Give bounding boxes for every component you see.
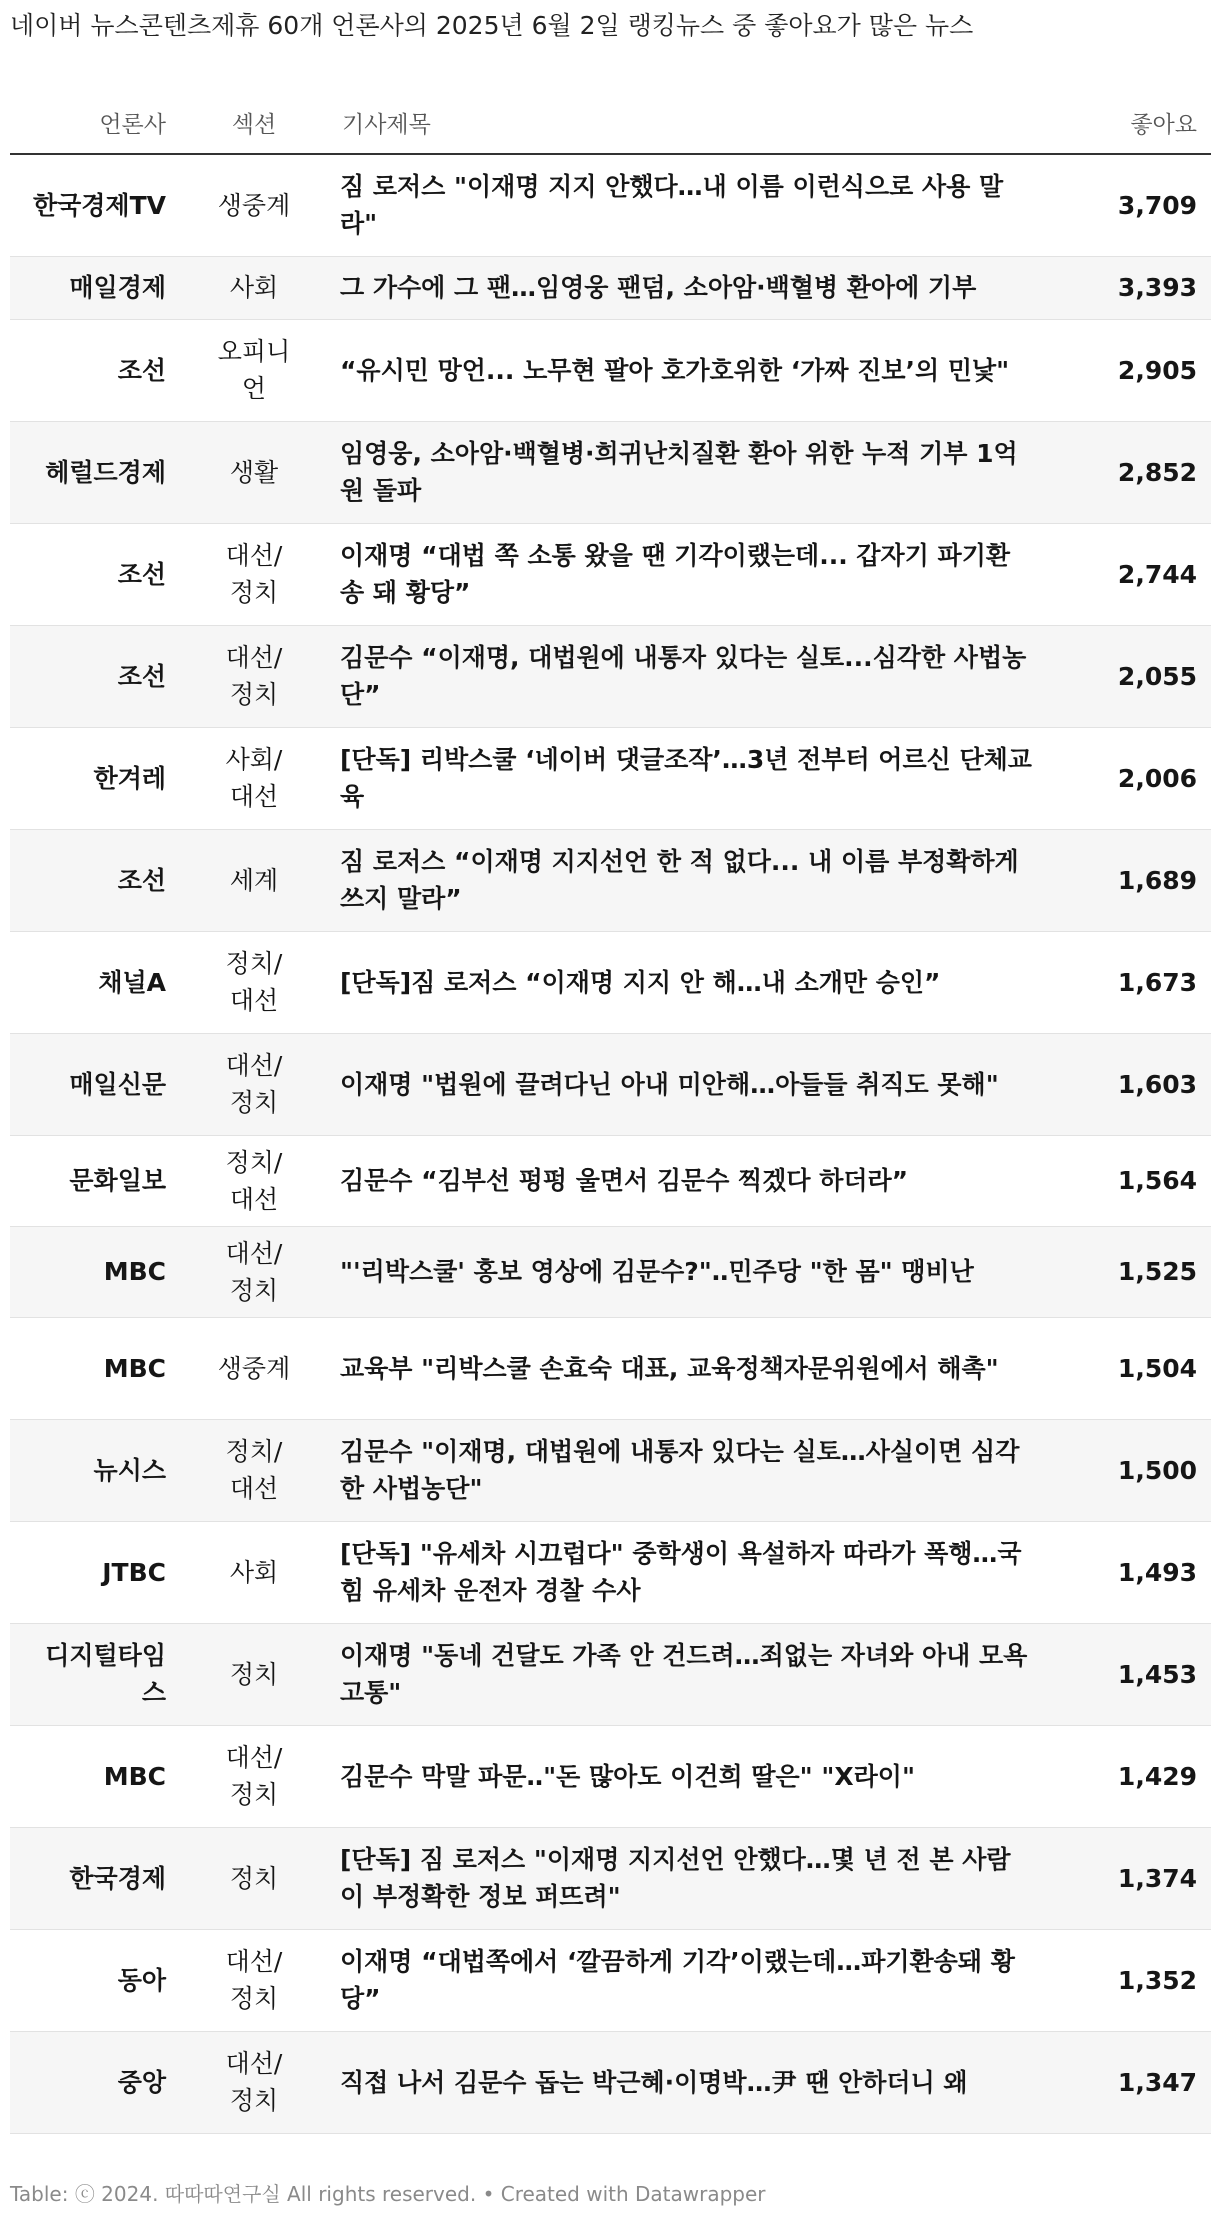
header-row — [10, 92, 1211, 154]
table-row — [10, 1226, 1211, 1317]
press-cell: 문화일보 — [10, 1135, 184, 1226]
table-row — [10, 1725, 1211, 1827]
press-cell: 조선 — [10, 523, 184, 625]
headline-cell: 김문수 “김부선 펑펑 울면서 김문수 찍겠다 하더라” — [324, 1135, 1072, 1226]
table-row — [10, 1033, 1211, 1135]
section-cell: 대선/정치 — [184, 1929, 324, 2031]
headline-cell: 임영웅, 소아암·백혈병·희귀난치질환 환아 위한 누적 기부 1억원 돌파 — [324, 421, 1072, 523]
section-cell: 대선/정치 — [184, 1033, 324, 1135]
likes-cell: 3,709 — [1072, 154, 1211, 256]
press-cell: 채널A — [10, 931, 184, 1033]
table-body — [10, 154, 1211, 2133]
likes-cell: 1,347 — [1072, 2031, 1211, 2133]
press-cell: 헤럴드경제 — [10, 421, 184, 523]
table-row — [10, 625, 1211, 727]
section-cell: 사회/대선 — [184, 727, 324, 829]
table-header — [10, 92, 1211, 154]
section-cell: 정치/대선 — [184, 1135, 324, 1226]
headline-cell: [단독] 리박스쿨 ‘네이버 댓글조작’…3년 전부터 어르신 단체교육 — [324, 727, 1072, 829]
likes-cell: 1,689 — [1072, 829, 1211, 931]
likes-cell: 1,429 — [1072, 1725, 1211, 1827]
press-cell: 한국경제TV — [10, 154, 184, 256]
section-cell: 대선/정치 — [184, 1226, 324, 1317]
headline-cell: 이재명 "법원에 끌려다닌 아내 미안해…아들들 취직도 못해" — [324, 1033, 1072, 1135]
headline-cell: 이재명 “대법쪽에서 ‘깔끔하게 기각’이랬는데…파기환송돼 황당” — [324, 1929, 1072, 2031]
table-row — [10, 1135, 1211, 1226]
likes-cell: 1,525 — [1072, 1226, 1211, 1317]
column-header-section[interactable]: 섹션 — [184, 92, 324, 154]
section-cell: 대선/정치 — [184, 1725, 324, 1827]
headline-cell: 그 가수에 그 팬…임영웅 팬덤, 소아암·백혈병 환아에 기부 — [324, 256, 1072, 319]
likes-cell: 1,504 — [1072, 1317, 1211, 1419]
likes-cell: 2,055 — [1072, 625, 1211, 727]
headline-cell: 짐 로저스 "이재명 지지 안했다…내 이름 이런식으로 사용 말라" — [324, 154, 1072, 256]
table-row — [10, 1419, 1211, 1521]
headline-cell: 이재명 “대법 쪽 소통 왔을 땐 기각이랬는데... 갑자기 파기환송 돼 황당” — [324, 523, 1072, 625]
press-cell: MBC — [10, 1725, 184, 1827]
table-row — [10, 727, 1211, 829]
press-cell: 조선 — [10, 319, 184, 421]
section-cell: 생활 — [184, 421, 324, 523]
column-header-press[interactable]: 언론사 — [10, 92, 184, 154]
likes-cell: 1,564 — [1072, 1135, 1211, 1226]
section-cell: 대선/정치 — [184, 2031, 324, 2133]
press-cell: 한겨레 — [10, 727, 184, 829]
table-row — [10, 1317, 1211, 1419]
headline-cell: 교육부 "리박스쿨 손효숙 대표, 교육정책자문위원에서 해촉" — [324, 1317, 1072, 1419]
headline-cell: [단독] 짐 로저스 "이재명 지지선언 안했다…몇 년 전 본 사람이 부정확한 정보 퍼뜨려" — [324, 1827, 1072, 1929]
headline-cell: [단독]짐 로저스 “이재명 지지 안 해…내 소개만 승인” — [324, 931, 1072, 1033]
headline-cell: 짐 로저스 “이재명 지지선언 한 적 없다... 내 이름 부정확하게 쓰지 말라” — [324, 829, 1072, 931]
headline-cell: "'리박스쿨' 홍보 영상에 김문수?"‥민주당 "한 몸" 맹비난 — [324, 1226, 1072, 1317]
section-cell: 정치 — [184, 1623, 324, 1725]
table-row — [10, 1929, 1211, 2031]
table-row — [10, 319, 1211, 421]
ranking-table — [10, 92, 1211, 2134]
table-row — [10, 421, 1211, 523]
headline-cell: 김문수 막말 파문‥"돈 많아도 이건희 딸은" "X라이" — [324, 1725, 1072, 1827]
section-cell: 오피니언 — [184, 319, 324, 421]
section-cell: 사회 — [184, 256, 324, 319]
likes-cell: 1,352 — [1072, 1929, 1211, 2031]
column-header-headline[interactable]: 기사제목 — [324, 92, 1072, 154]
press-cell: JTBC — [10, 1521, 184, 1623]
likes-cell: 2,744 — [1072, 523, 1211, 625]
table-row — [10, 523, 1211, 625]
likes-cell: 1,673 — [1072, 931, 1211, 1033]
table-title: 네이버 뉴스콘텐츠제휴 60개 언론사의 2025년 6월 2일 랭킹뉴스 중 좋아요가 많은 뉴스 — [10, 11, 974, 40]
headline-cell: 직접 나서 김문수 돕는 박근혜·이명박…尹 땐 안하더니 왜 — [324, 2031, 1072, 2133]
press-cell: 한국경제 — [10, 1827, 184, 1929]
likes-cell: 1,500 — [1072, 1419, 1211, 1521]
likes-cell: 1,603 — [1072, 1033, 1211, 1135]
table-row — [10, 1827, 1211, 1929]
table-row — [10, 154, 1211, 256]
press-cell: 매일경제 — [10, 256, 184, 319]
table-row — [10, 931, 1211, 1033]
headline-cell: 김문수 "이재명, 대법원에 내통자 있다는 실토…사실이면 심각한 사법농단" — [324, 1419, 1072, 1521]
table-row — [10, 829, 1211, 931]
likes-cell: 2,905 — [1072, 319, 1211, 421]
section-cell: 세계 — [184, 829, 324, 931]
press-cell: MBC — [10, 1226, 184, 1317]
press-cell: 조선 — [10, 829, 184, 931]
section-cell: 사회 — [184, 1521, 324, 1623]
section-cell: 정치 — [184, 1827, 324, 1929]
section-cell: 대선/정치 — [184, 625, 324, 727]
headline-cell: [단독] "유세차 시끄럽다" 중학생이 욕설하자 따라가 폭행…국힘 유세차 운전자 경찰 수사 — [324, 1521, 1072, 1623]
likes-cell: 1,493 — [1072, 1521, 1211, 1623]
section-cell: 생중계 — [184, 1317, 324, 1419]
likes-cell: 2,852 — [1072, 421, 1211, 523]
likes-cell: 1,374 — [1072, 1827, 1211, 1929]
table-row — [10, 1521, 1211, 1623]
press-cell: 매일신문 — [10, 1033, 184, 1135]
section-cell: 정치/대선 — [184, 1419, 324, 1521]
likes-cell: 1,453 — [1072, 1623, 1211, 1725]
headline-cell: 김문수 “이재명, 대법원에 내통자 있다는 실토...심각한 사법농단” — [324, 625, 1072, 727]
headline-cell: 이재명 "동네 건달도 가족 안 건드려…죄없는 자녀와 아내 모욕 고통" — [324, 1623, 1072, 1725]
table-row — [10, 1623, 1211, 1725]
section-cell: 정치/대선 — [184, 931, 324, 1033]
press-cell: 조선 — [10, 625, 184, 727]
section-cell: 생중계 — [184, 154, 324, 256]
press-cell: 동아 — [10, 1929, 184, 2031]
press-cell: 디지털타임스 — [10, 1623, 184, 1725]
likes-cell: 3,393 — [1072, 256, 1211, 319]
headline-cell: “유시민 망언... 노무현 팔아 호가호위한 ‘가짜 진보’의 민낯" — [324, 319, 1072, 421]
table-row — [10, 256, 1211, 319]
table-row — [10, 2031, 1211, 2133]
section-cell: 대선/정치 — [184, 523, 324, 625]
press-cell: MBC — [10, 1317, 184, 1419]
press-cell: 뉴시스 — [10, 1419, 184, 1521]
footer-credit: Table: ⓒ 2024. 따따따연구실 All rights reserved. • Created with Datawrapper — [10, 2182, 766, 2206]
column-header-likes[interactable]: 좋아요 — [1072, 92, 1211, 154]
press-cell: 중앙 — [10, 2031, 184, 2133]
likes-cell: 2,006 — [1072, 727, 1211, 829]
